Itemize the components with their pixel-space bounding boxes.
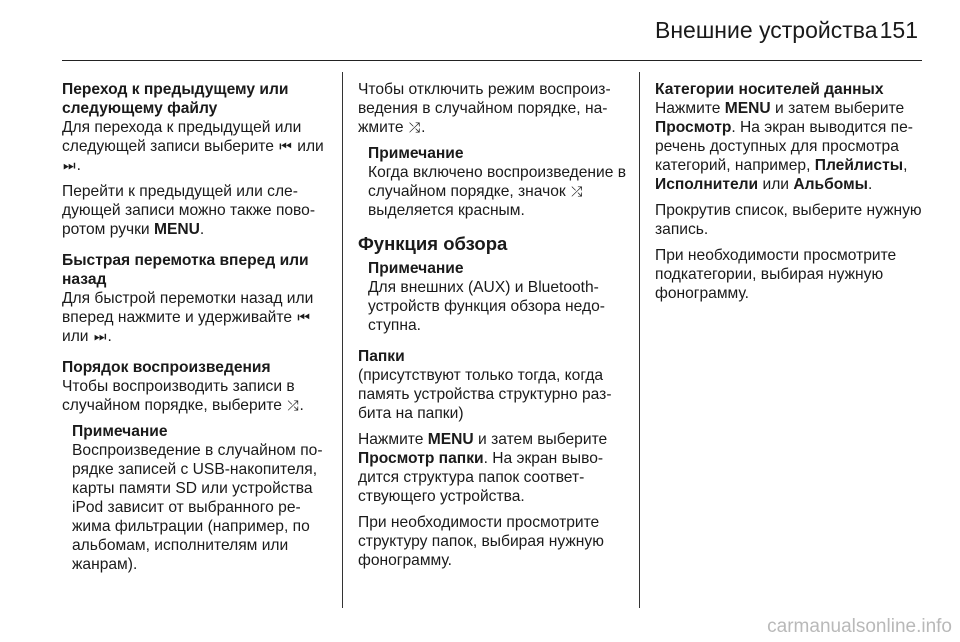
- shuffle-icon: ⤮: [571, 183, 583, 199]
- heading-fast-forward-rewind: Быстрая перемотка вперед или назад: [62, 252, 309, 288]
- heading-browse-function: Функция обзора: [358, 233, 508, 254]
- skip-next-icon: ⏭: [93, 328, 107, 344]
- note-title: Примечание: [368, 145, 464, 162]
- paragraph: Прокрутив список, выберите нужную запись.: [655, 202, 922, 238]
- paragraph: (присутствуют только тогда, когда память устройства структурно разбита на папки): [358, 367, 612, 422]
- column-divider: [342, 72, 343, 608]
- heading-prev-next-file: Переход к предыдущему или следующему файлу: [62, 81, 289, 117]
- note-box: [368, 144, 630, 220]
- column-divider: [639, 72, 640, 608]
- note-box: [72, 422, 330, 574]
- paragraph: Чтобы воспроизводить записи в случайном порядке, выберите ⤮.: [62, 378, 304, 414]
- skip-next-icon: ⏭: [63, 157, 76, 173]
- paragraph: Перейти к предыдущей или следующей записи можно также поворотом ручки MENU.: [62, 183, 316, 238]
- skip-previous-icon: ⏮: [279, 138, 292, 154]
- column-middle: [358, 80, 630, 577]
- paragraph: Для перехода к предыдущей или следующей записи выберите ⏮ или ⏭.: [62, 119, 324, 174]
- heading-playback-order: Порядок воспроизведения: [62, 359, 271, 376]
- header-divider: [62, 60, 922, 61]
- paragraph: Чтобы отключить режим воспроизведения в случайном порядке, нажмите ⤮.: [358, 81, 611, 136]
- paragraph: Нажмите MENU и затем выберите Просмотр папки. На экран выводится структура папок соответствующего устройства.: [358, 431, 608, 505]
- column-right: [655, 80, 925, 310]
- paragraph: Нажмите MENU и затем выберите Просмотр. На экран выводится перечень доступных для просмотра категорий, например, Плейлисты, Исполнители или Альбомы.: [655, 100, 913, 193]
- heading-folders: Папки: [358, 348, 405, 365]
- column-left: [62, 80, 330, 582]
- shuffle-icon: ⤮: [287, 397, 299, 413]
- page-header: [0, 0, 960, 60]
- skip-previous-icon: ⏮: [297, 309, 310, 325]
- page-number: 151: [879, 17, 918, 43]
- paragraph: При необходимости просмотрите структуру папок, выбирая нужную фонограмму.: [358, 514, 604, 569]
- note-box: [368, 259, 630, 335]
- note-text: Когда включено воспроизведение в случайном порядке, значок ⤮ выделяется красным.: [368, 164, 627, 219]
- paragraph: При необходимости просмотрите подкатегории, выбирая нужную фонограмму.: [655, 247, 897, 302]
- watermark: carmanualsonline.info: [767, 616, 952, 637]
- note-text: Для внешних (AUX) и Bluetooth-устройств функция обзора недоступна.: [368, 279, 605, 334]
- note-title: Примечание: [368, 260, 464, 277]
- note-title: Примечание: [72, 423, 168, 440]
- heading-media-categories: Категории носителей данных: [655, 81, 884, 98]
- paragraph: Для быстрой перемотки назад или вперед нажмите и удерживайте ⏮ или ⏭.: [62, 290, 314, 345]
- shuffle-icon: ⤮: [408, 119, 421, 135]
- note-text: Воспроизведение в случайном порядке записей с USB-накопителя, карты памяти SD или устройства iPod зависит от выбранного режима фильтрации (например, по альбомам, исполнителям или жанрам).: [72, 442, 323, 573]
- section-title: Внешние устройства: [655, 17, 878, 43]
